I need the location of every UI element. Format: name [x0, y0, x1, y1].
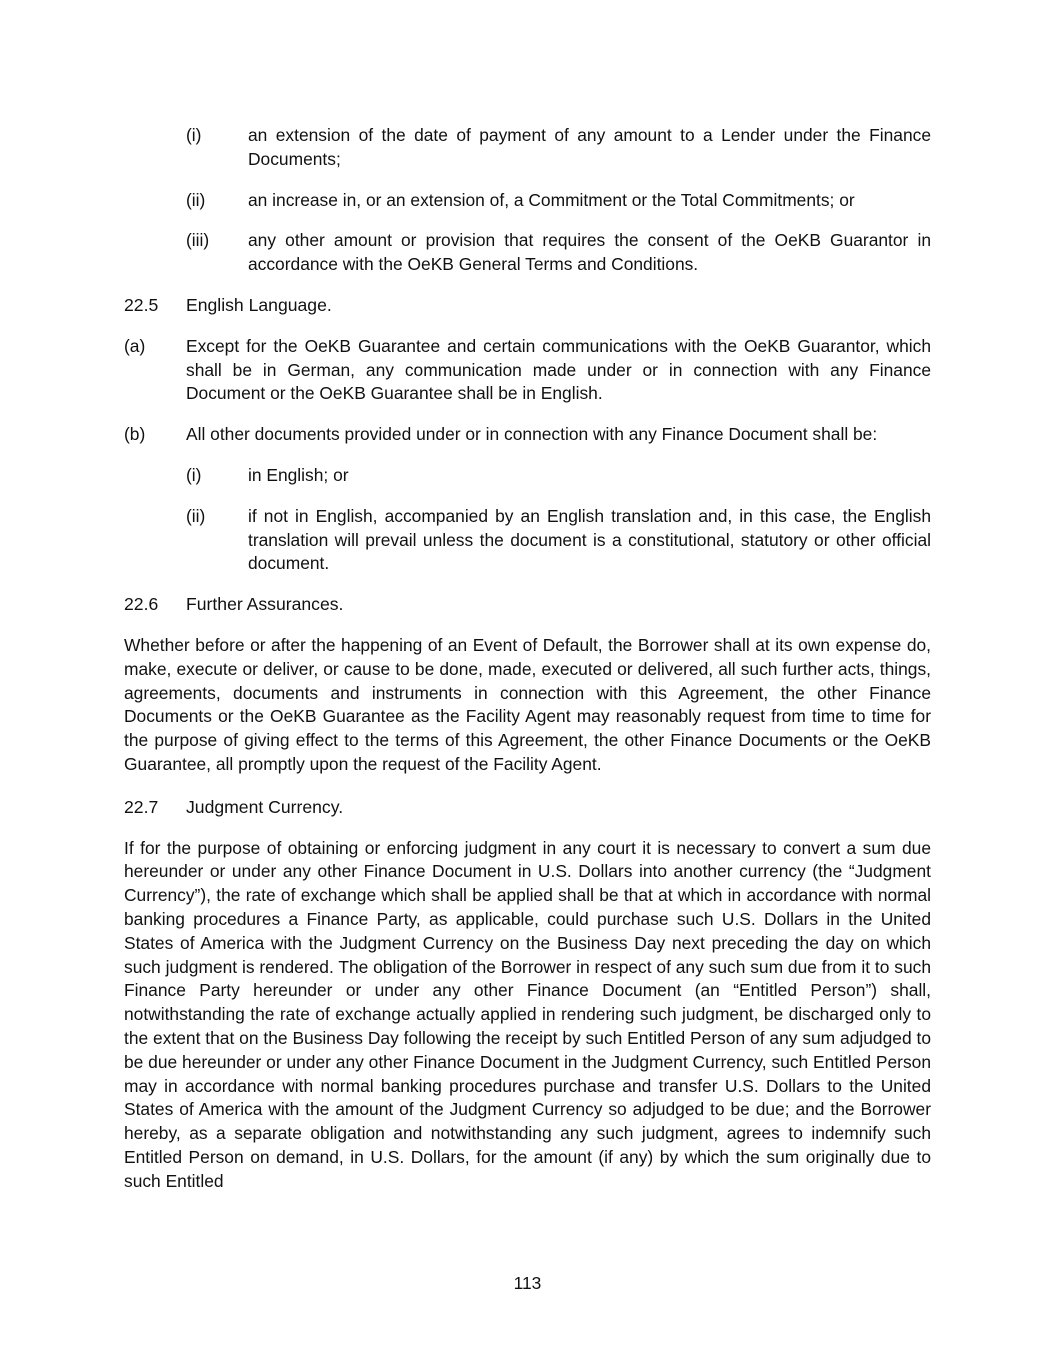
section-title: Judgment Currency.: [186, 796, 344, 817]
list-item-text: an increase in, or an extension of, a Commitment or the Total Commitments; or: [248, 189, 855, 210]
section-paragraph: Whether before or after the happening of an Event of Default, the Borrower shall at its own expense do, make, execute or deliver, or cause to be done, made, executed or delivered, all such further acts, things, agreements, documents and instruments in connection with this Agreement, the other Finance Documents or the OeKB Guarantee as the Facility Agent may reasonably request from time to time for the purpose of giving effect to the terms of this Agreement, the other Finance Documents or the OeKB Guarantee, all promptly upon the request of the Facility Agent.: [124, 634, 931, 774]
clause-number: (b): [124, 424, 146, 445]
clause-a: [124, 335, 931, 406]
list-item: [186, 505, 931, 576]
section-title: Further Assurances.: [186, 594, 344, 615]
list-item-number: (iii): [186, 230, 210, 251]
section-heading-22-6: [124, 593, 931, 617]
section-paragraph: If for the purpose of obtaining or enforcing judgment in any court it is necessary to convert a sum due hereunder or under any other Finance Document in U.S. Dollars into another currency (the “Judgment Currency”), the rate of exchange which shall be applied shall be that at which in accordance with normal banking procedures a Finance Party, as applicable, could purchase such U.S. Dollars in the United States of America with the Judgment Currency on the Business Day next preceding the day on which such judgment is rendered. The obligation of the Borrower in respect of any such sum due from it to such Finance Party hereunder or under any other Finance Document (an “Entitled Person”) shall, notwithstanding the rate of exchange actually applied in rendering such judgment, be discharged only to the extent that on the Business Day following the receipt by such Entitled Person of any sum adjudged to be due hereunder or under any other Finance Document in the Judgment Currency, such Entitled Person may in accordance with normal banking procedures purchase and transfer U.S. Dollars to the United States of America with the amount of the Judgment Currency so adjudged to be due; and the Borrower hereby, as a separate obligation and notwithstanding any such judgment, agrees to indemnify such Entitled Person on demand, in U.S. Dollars, for the amount (if any) by which the sum originally due to such Entitled: [124, 837, 931, 1191]
list-item-number: (i): [186, 464, 202, 485]
clause-number: (a): [124, 335, 146, 356]
list-item-text: if not in English, accompanied by an English translation and, in this case, the English translation will prevail unless the document is a constitutional, statutory or other official document.: [248, 505, 931, 574]
page-content: [124, 124, 931, 1210]
list-item: [186, 189, 931, 213]
list-item-number: (ii): [186, 189, 206, 210]
section-number: 22.7: [124, 796, 159, 817]
section-title: English Language.: [186, 294, 332, 315]
list-item-text: in English; or: [248, 464, 349, 485]
list-item: [186, 464, 931, 488]
list-item-text: an extension of the date of payment of any amount to a Lender under the Finance Documents;: [248, 125, 931, 169]
section-number: 22.6: [124, 594, 159, 615]
clause-text: Except for the OeKB Guarantee and certain communications with the OeKB Guarantor, which shall be in German, any communication made under or in connection with any Finance Document or the OeKB Guarantee shall be in English.: [186, 335, 931, 404]
section-number: 22.5: [124, 294, 159, 315]
list-item: [186, 124, 931, 172]
list-item-number: (ii): [186, 505, 206, 526]
list-item-number: (i): [186, 125, 202, 145]
list-item-text: any other amount or provision that requires the consent of the OeKB Guarantor in accordance with the OeKB General Terms and Conditions.: [248, 230, 931, 275]
section-heading-22-7: [124, 796, 931, 820]
page-number: 113: [513, 1273, 542, 1293]
clause-b: [124, 423, 931, 447]
list-item: [186, 229, 931, 277]
section-heading-22-5: [124, 294, 931, 318]
clause-text: All other documents provided under or in connection with any Finance Document shall be:: [186, 424, 878, 445]
